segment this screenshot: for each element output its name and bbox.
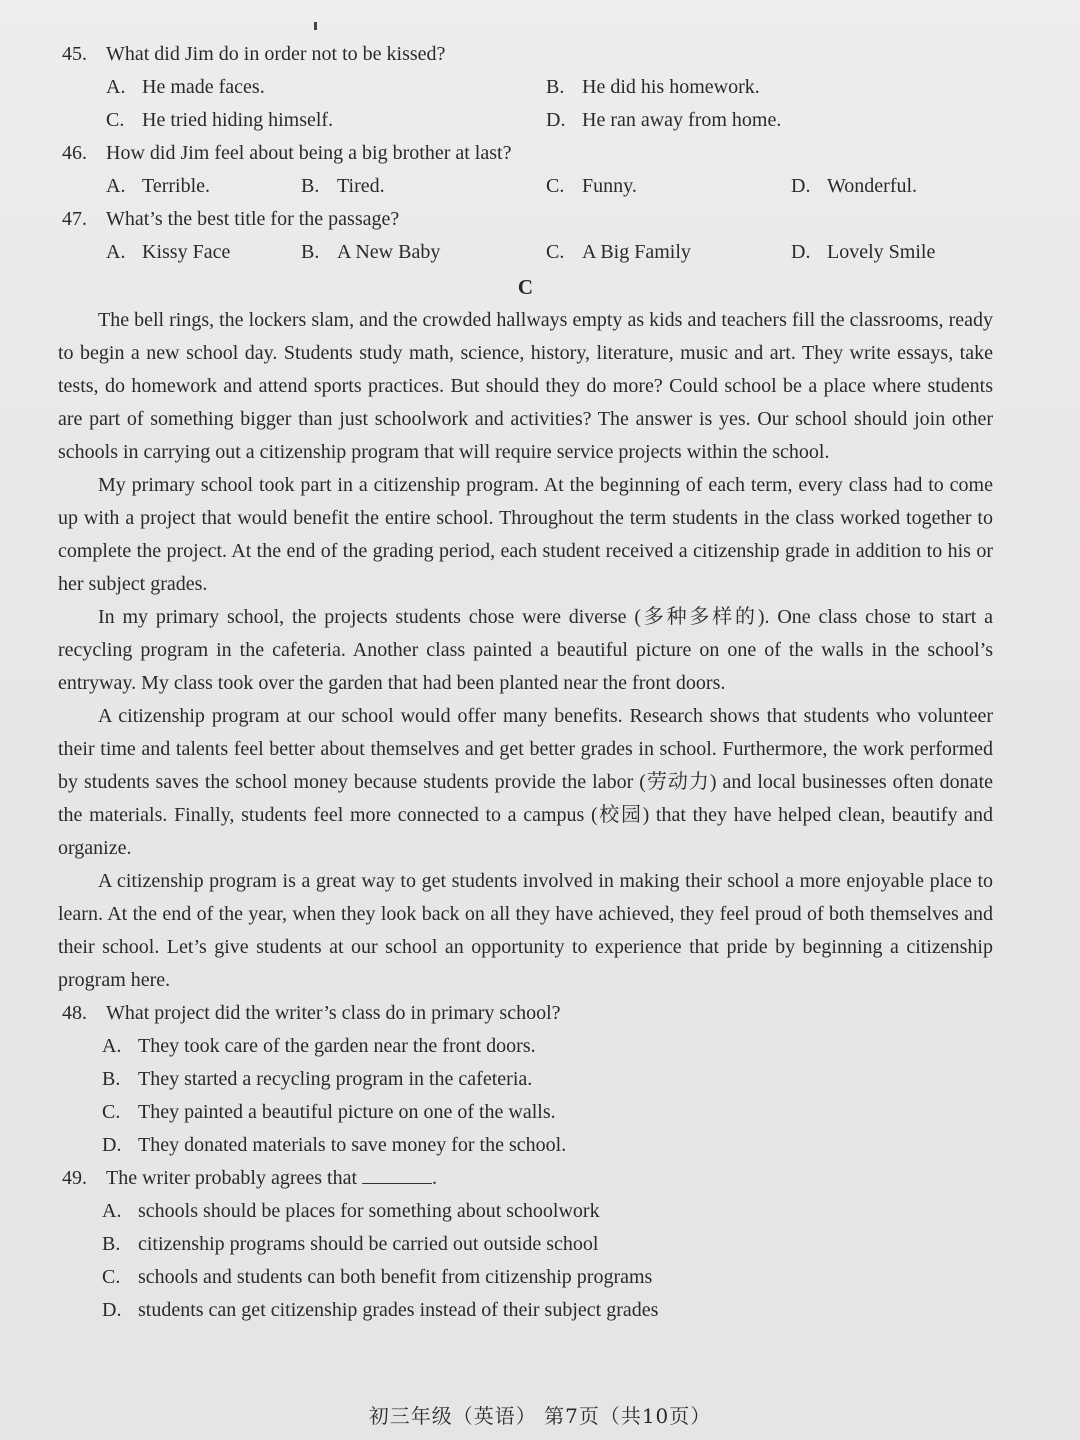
question-number: 47.: [62, 208, 87, 230]
option-letter: C.: [102, 1101, 121, 1123]
option-a[interactable]: [106, 170, 301, 203]
option-letter: A.: [102, 1035, 122, 1057]
option-a[interactable]: [102, 1195, 993, 1228]
option-letter: A.: [106, 175, 126, 197]
option-letter: B.: [301, 175, 320, 197]
option-letter: D.: [791, 175, 811, 197]
question-45-options: [58, 71, 993, 137]
option-a[interactable]: [106, 71, 546, 104]
option-d[interactable]: [102, 1129, 993, 1162]
option-a[interactable]: [102, 1030, 993, 1063]
option-text: He made faces.: [142, 76, 265, 98]
question-text: What project did the writer’s class do in primary school?: [106, 1002, 561, 1024]
page-footer: 初三年级（英语） 第7页（共10页）: [368, 1404, 712, 1428]
option-c[interactable]: [102, 1261, 993, 1294]
option-b[interactable]: [102, 1063, 993, 1096]
option-letter: B.: [102, 1233, 121, 1255]
question-text-after: .: [432, 1167, 438, 1189]
option-text: Tired.: [337, 175, 385, 197]
passage-paragraph-2: My primary school took part in a citizenship program. At the beginning of each term, every class had to come up with a project that would benefit the entire school. Throughout the term students in the class worked together to complete the project. At the end of the grading period, each student received a citizenship grade in addition to his or her subject grades.: [58, 474, 993, 595]
question-text: How did Jim feel about being a big brother at last?: [106, 142, 512, 164]
question-text: What did Jim do in order not to be kissed?: [106, 43, 446, 65]
option-text: Wonderful.: [827, 175, 918, 197]
option-text: students can get citizenship grades instead of their subject grades: [138, 1299, 659, 1321]
option-d[interactable]: [546, 104, 986, 137]
question-number: 49.: [62, 1167, 87, 1189]
option-letter: C.: [546, 241, 565, 263]
question-49: [58, 1162, 993, 1195]
option-b[interactable]: [301, 170, 546, 203]
option-letter: B.: [546, 76, 565, 98]
option-c[interactable]: [546, 170, 791, 203]
option-text: He tried hiding himself.: [142, 109, 334, 131]
option-text: They took care of the garden near the front doors.: [138, 1035, 536, 1057]
option-text: They donated materials to save money for the school.: [138, 1134, 567, 1156]
passage-paragraph-3: In my primary school, the projects students chose were diverse (多种多样的). One class chose to start a recycling program in the cafeteria. Another class painted a beautiful picture on one of the walls in the school’s entryway. My class took over the garden that had been planted near the front doors.: [58, 606, 993, 694]
option-d[interactable]: [791, 236, 1031, 269]
passage-paragraph-1: The bell rings, the lockers slam, and the crowded hallways empty as kids and teachers fill the classrooms, ready to begin a new school day. Students study math, science, history, literature, music and art. They write essays, take tests, do homework and attend sports practices. But should they do more? Could school be a place where students are part of something bigger than just schoolwork and activities? The answer is yes. Our school should join other schools in carrying out a citizenship program that will require service projects within the school.: [58, 309, 993, 463]
question-47-options: [58, 236, 993, 269]
option-b[interactable]: [102, 1228, 993, 1261]
option-text: He did his homework.: [582, 76, 760, 98]
question-48: [58, 997, 993, 1030]
option-letter: D.: [102, 1134, 122, 1156]
option-text: A Big Family: [582, 241, 691, 263]
question-number: 45.: [62, 43, 87, 65]
option-text: Lovely Smile: [827, 241, 936, 263]
option-a[interactable]: [106, 236, 301, 269]
option-letter: A.: [106, 241, 126, 263]
passage-paragraph-4: A citizenship program at our school would offer many benefits. Research shows that students who volunteer their time and talents feel better about themselves and get better grades in school. Furthermore, the work performed by students saves the school money because students provide the labor (劳动力) and local businesses often donate the materials. Finally, students feel more connected to a campus (校园) that they have helped clean, beautify and organize.: [58, 705, 993, 859]
option-text: Funny.: [582, 175, 637, 197]
option-b[interactable]: [301, 236, 546, 269]
ink-mark: [314, 22, 317, 30]
question-46: [58, 137, 993, 170]
option-letter: B.: [301, 241, 320, 263]
question-47: [58, 203, 993, 236]
question-number: 48.: [62, 1002, 87, 1024]
option-c[interactable]: [546, 236, 791, 269]
option-text: Terrible.: [142, 175, 211, 197]
option-d[interactable]: [791, 170, 1031, 203]
option-c[interactable]: [102, 1096, 993, 1129]
option-b[interactable]: [546, 71, 986, 104]
question-text: [106, 1162, 437, 1195]
option-letter: A.: [106, 76, 126, 98]
option-text: schools and students can both benefit from citizenship programs: [138, 1266, 653, 1288]
question-49-options: [58, 1195, 993, 1327]
option-letter: C.: [102, 1266, 121, 1288]
answer-blank[interactable]: [362, 1165, 432, 1184]
option-d[interactable]: [102, 1294, 993, 1327]
option-letter: C.: [106, 109, 125, 131]
question-number: 46.: [62, 142, 87, 164]
option-c[interactable]: [106, 104, 546, 137]
option-letter: D.: [791, 241, 811, 263]
option-text: schools should be places for something about schoolwork: [138, 1200, 600, 1222]
section-title: C: [517, 275, 534, 299]
option-text: They started a recycling program in the cafeteria.: [138, 1068, 533, 1090]
option-letter: A.: [102, 1200, 122, 1222]
question-48-options: [58, 1030, 993, 1162]
question-45: [58, 38, 993, 71]
question-46-options: [58, 170, 993, 203]
option-text: He ran away from home.: [582, 109, 782, 131]
option-letter: D.: [102, 1299, 122, 1321]
question-text: What’s the best title for the passage?: [106, 208, 400, 230]
question-text-before: The writer probably agrees that: [106, 1167, 358, 1189]
passage-paragraph-5: A citizenship program is a great way to get students involved in making their school a more enjoyable place to learn. At the end of the year, when they look back on all they have achieved, they feel proud of both themselves and their school. Let’s give students at our school an opportunity to experience that pride by beginning a citizenship program here.: [58, 870, 993, 991]
option-letter: B.: [102, 1068, 121, 1090]
option-text: Kissy Face: [142, 241, 231, 263]
option-letter: C.: [546, 175, 565, 197]
option-text: A New Baby: [337, 241, 441, 263]
option-letter: D.: [546, 109, 566, 131]
page-content: [58, 38, 993, 1327]
option-text: citizenship programs should be carried out outside school: [138, 1233, 599, 1255]
option-text: They painted a beautiful picture on one of the walls.: [138, 1101, 556, 1123]
